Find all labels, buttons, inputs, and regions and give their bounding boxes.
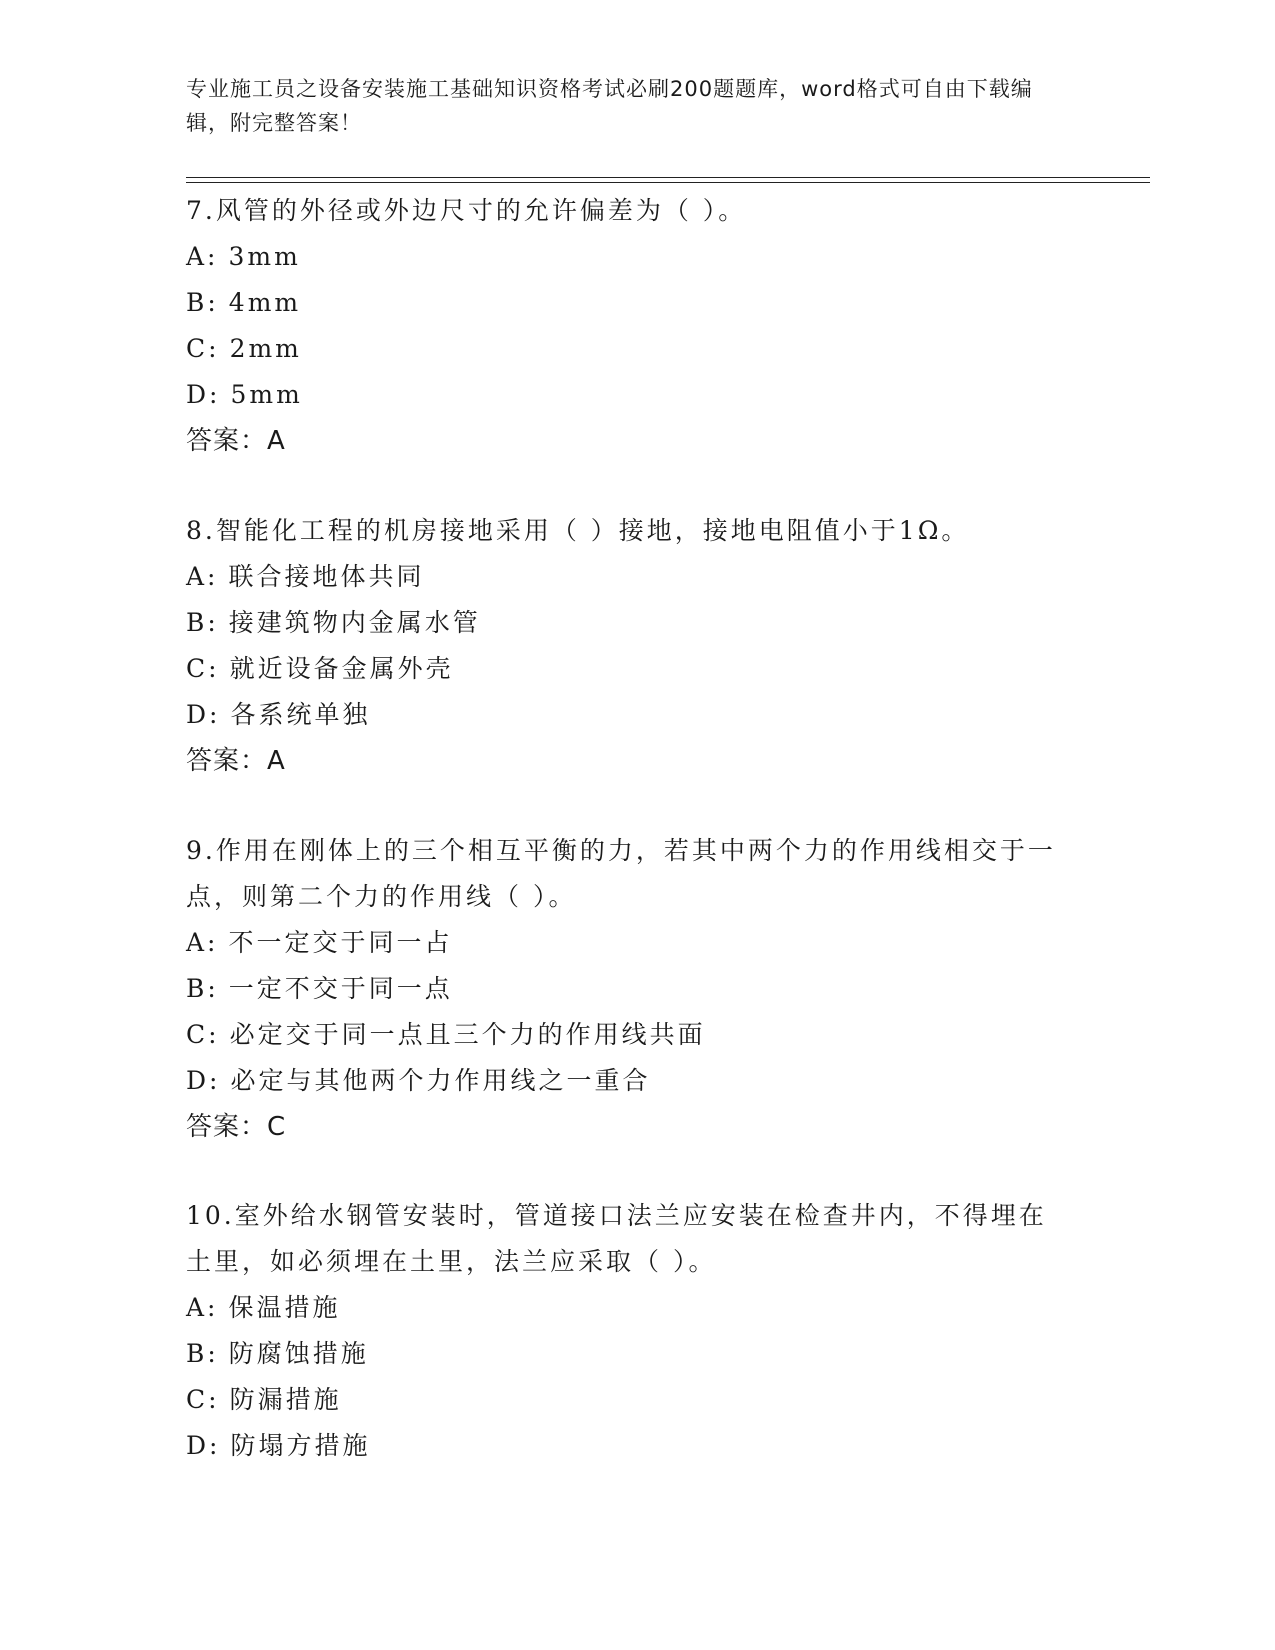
option-c xyxy=(186,646,1066,692)
option-text: 防腐蚀措施 xyxy=(228,1339,369,1368)
option-letter: D: xyxy=(186,1066,221,1095)
option-text: 4mm xyxy=(228,288,302,317)
option-b xyxy=(186,600,1066,646)
option-text: 防塌方措施 xyxy=(230,1431,371,1460)
option-letter: C: xyxy=(186,334,220,363)
option-text: 5mm xyxy=(230,380,303,409)
option-letter: C: xyxy=(186,654,220,683)
option-text: 接建筑物内金属水管 xyxy=(228,608,481,637)
option-letter: D: xyxy=(186,700,221,729)
option-text: 必定交于同一点且三个力的作用线共面 xyxy=(229,1020,706,1049)
option-letter: A: xyxy=(186,1293,219,1322)
option-text: 就近设备金属外壳 xyxy=(229,654,454,683)
option-letter: B: xyxy=(186,288,219,317)
option-letter: C: xyxy=(186,1385,220,1414)
option-letter: D: xyxy=(186,380,221,409)
option-letter: B: xyxy=(186,974,219,1003)
option-letter: D: xyxy=(186,1431,221,1460)
answer: 答案：A xyxy=(186,746,286,776)
option-text: 联合接地体共同 xyxy=(228,562,425,591)
answer: 答案：A xyxy=(186,426,286,456)
document-title: 专业施工员之设备安装施工基础知识资格考试必刷200题题库，word格式可自由下载编辑，附完整答案！ xyxy=(186,77,1033,135)
option-c xyxy=(186,1012,1066,1058)
option-d xyxy=(186,1058,1066,1104)
question-text: 8.智能化工程的机房接地采用（ ）接地，接地电阻值小于1Ω。 xyxy=(186,516,970,545)
option-c xyxy=(186,1377,1066,1423)
answer: 答案：C xyxy=(186,1112,287,1142)
option-text: 3mm xyxy=(228,242,301,271)
option-text: 2mm xyxy=(229,334,302,363)
option-b xyxy=(186,966,1066,1012)
option-d xyxy=(186,1423,1066,1469)
option-letter: C: xyxy=(186,1020,220,1049)
option-b xyxy=(186,1331,1066,1377)
question-7 xyxy=(186,188,1066,464)
option-text: 各系统单独 xyxy=(230,700,371,729)
option-a xyxy=(186,554,1066,600)
option-c xyxy=(186,326,1066,372)
option-text: 一定不交于同一点 xyxy=(228,974,453,1003)
header-rule-top xyxy=(186,177,1150,178)
option-text: 防漏措施 xyxy=(229,1385,342,1414)
option-letter: A: xyxy=(186,928,219,957)
question-text: 10.室外给水钢管安装时，管道接口法兰应安装在检查井内，不得埋在土里，如必须埋在土里，法兰应采取（ ）。 xyxy=(186,1201,1047,1276)
question-10 xyxy=(186,1193,1066,1469)
question-text: 7.风管的外径或外边尺寸的允许偏差为（ ）。 xyxy=(186,196,747,225)
header-rule-bottom xyxy=(186,182,1150,183)
option-letter: A: xyxy=(186,242,219,271)
option-letter: B: xyxy=(186,1339,219,1368)
question-8 xyxy=(186,508,1066,784)
option-text: 保温措施 xyxy=(228,1293,341,1322)
document-header xyxy=(186,72,1066,140)
question-text: 9.作用在刚体上的三个相互平衡的力，若其中两个力的作用线相交于一点，则第二个力的作用线（ ）。 xyxy=(186,836,1056,911)
option-a xyxy=(186,1285,1066,1331)
option-d xyxy=(186,372,1066,418)
option-d xyxy=(186,692,1066,738)
option-a xyxy=(186,234,1066,280)
question-9 xyxy=(186,828,1066,1150)
option-letter: A: xyxy=(186,562,219,591)
option-text: 必定与其他两个力作用线之一重合 xyxy=(230,1066,651,1095)
option-b xyxy=(186,280,1066,326)
option-text: 不一定交于同一占 xyxy=(228,928,453,957)
option-letter: B: xyxy=(186,608,219,637)
option-a xyxy=(186,920,1066,966)
